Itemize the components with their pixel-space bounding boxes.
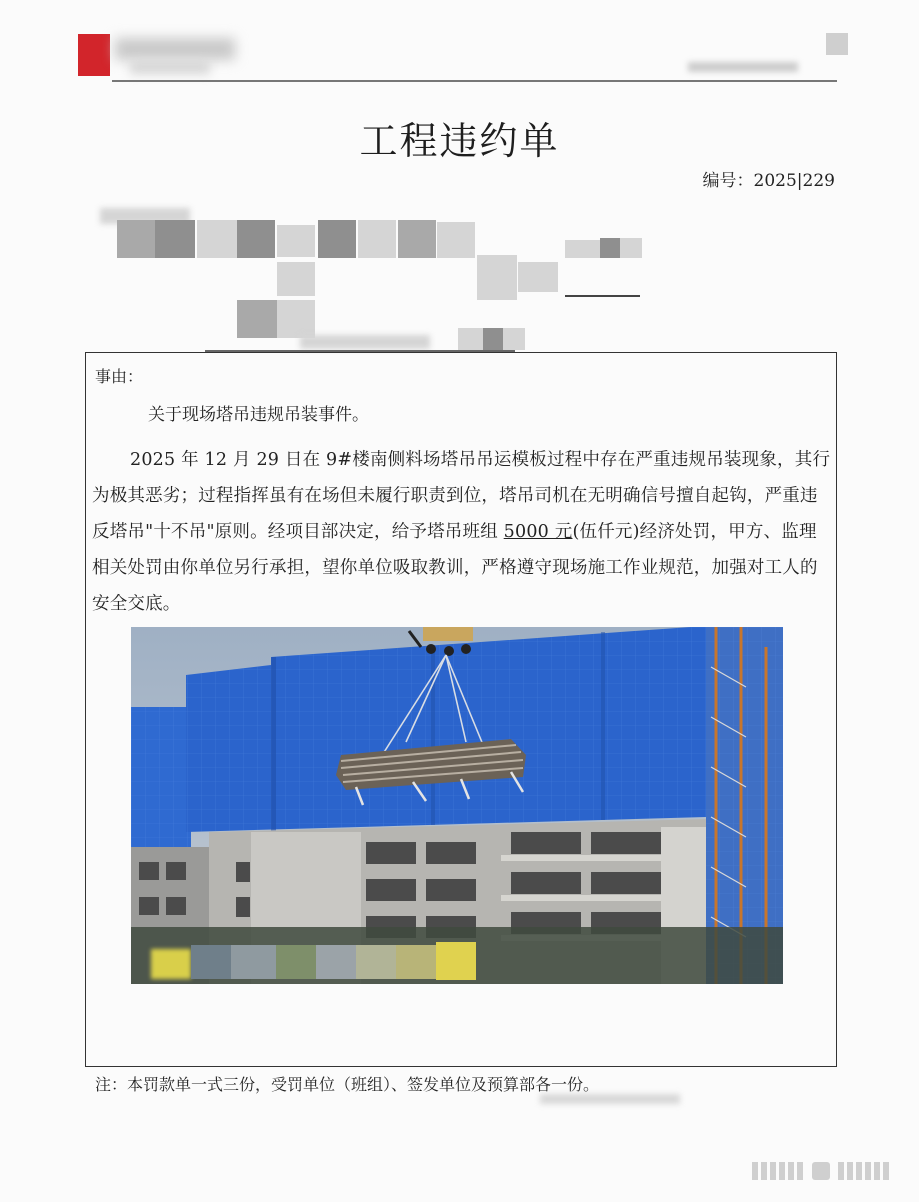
header-divider <box>112 80 837 82</box>
reason-subject: 关于现场塔吊违规吊装事件。 <box>148 405 369 425</box>
violation-description <box>92 442 832 622</box>
redaction-block <box>277 225 315 257</box>
document-number-label: 编号： <box>702 171 754 191</box>
description-part-1: 2025 年 12 月 29 日在 9#楼南侧料场塔吊吊运模板过程中存在严重违规吊装现象，其行为极其恶劣；过程指挥虽有在场但未履行职责到位，塔吊司机在无明确信号擅自起钩，严重违反塔吊"十不吊"原则。经项目部决定，给予塔吊班组 <box>92 450 831 542</box>
document-number-value: 2025|229 <box>753 171 835 191</box>
signature-blurred <box>540 1094 680 1104</box>
page-title: 工程违约单 <box>359 119 560 163</box>
company-name-sub-blurred <box>130 60 210 74</box>
redaction-block <box>620 238 642 258</box>
redaction-block <box>358 220 396 258</box>
reason-label: 事由： <box>95 367 144 386</box>
company-logo <box>78 34 110 76</box>
corner-mark <box>826 33 848 55</box>
redaction-block <box>398 220 436 258</box>
redaction-block <box>437 222 475 258</box>
field-underline <box>565 295 640 297</box>
redaction-block <box>477 255 517 300</box>
redaction-block <box>300 335 430 349</box>
redaction-block <box>600 238 620 258</box>
watermark-bars <box>750 1160 900 1182</box>
site-photo <box>131 627 783 984</box>
redaction-block <box>318 220 356 258</box>
redaction-block <box>483 328 503 350</box>
document-number <box>670 166 835 191</box>
redaction-block <box>237 300 277 338</box>
redaction-block <box>277 262 315 296</box>
redaction-block <box>155 220 195 258</box>
footer-note: 注：本罚款单一式三份，受罚单位（班组）、签发单位及预算部各一份。 <box>95 1075 600 1094</box>
redaction-block <box>458 328 483 350</box>
redaction-block <box>237 220 275 258</box>
redaction-block <box>117 220 155 258</box>
header-right-blurred <box>688 62 798 72</box>
redaction-block <box>277 300 315 338</box>
redaction-block <box>565 240 600 258</box>
penalty-amount: 5000 元 <box>503 522 573 542</box>
redaction-block <box>518 262 558 292</box>
company-name-blurred <box>115 38 235 60</box>
description-part-2: (伍仟元)经济处罚，甲方、监理相关处罚由你单位另行承担，望你单位吸取教训，严格遵守现场施工作业规范，加强对工人的安全交底。 <box>92 522 818 614</box>
redaction-block <box>503 328 525 350</box>
site-photo-illustration <box>131 627 783 984</box>
redaction-block <box>197 220 237 258</box>
